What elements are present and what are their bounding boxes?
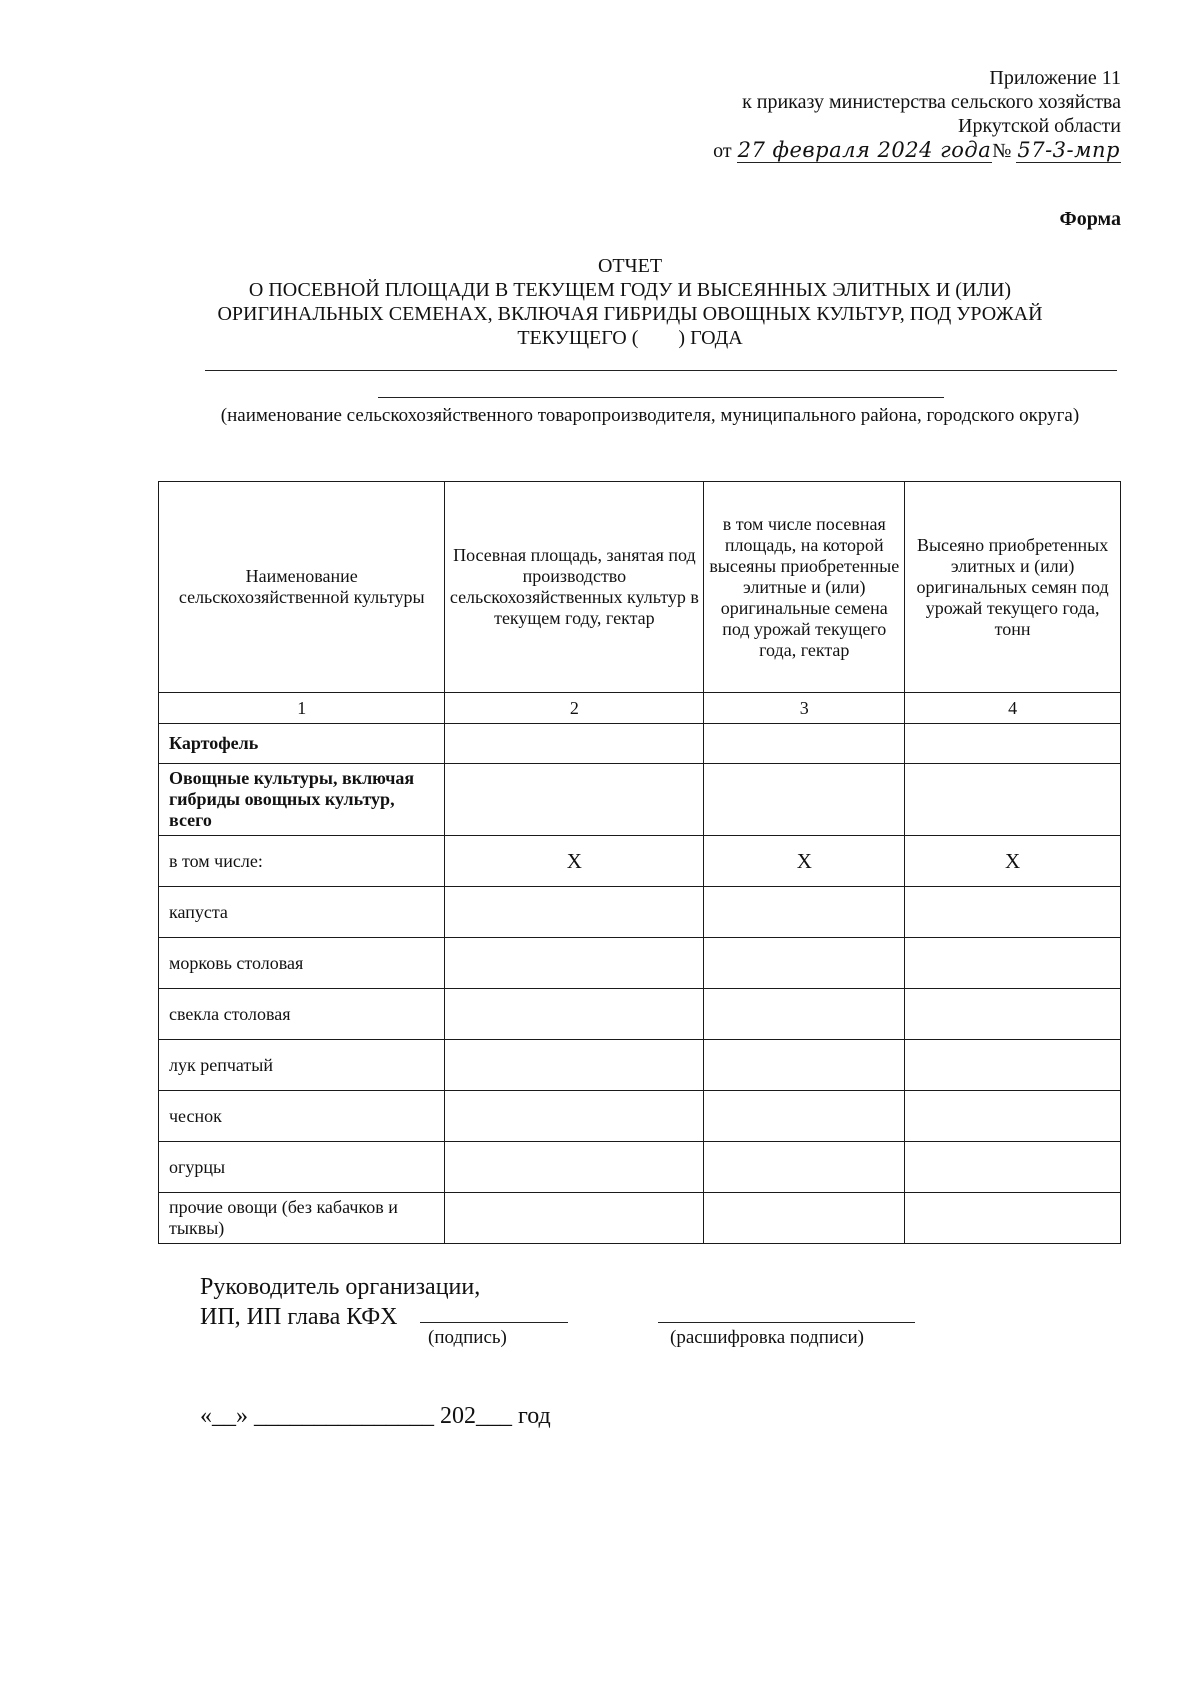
row-label: Картофель — [159, 724, 445, 764]
header-sown-area: Посевная площадь, занятая под производство сельскохозяйственных культур в текущем году, гектар — [445, 482, 704, 693]
cell-elite-area[interactable] — [704, 1040, 905, 1091]
producer-name-line-2 — [378, 397, 944, 398]
cell-elite-area[interactable] — [704, 724, 905, 764]
order-number-prefix: № — [992, 140, 1012, 162]
column-number: 2 — [445, 693, 704, 724]
table-row-potato — [159, 724, 1121, 764]
row-label: морковь столовая — [159, 938, 445, 989]
table-row-vegetables-total — [159, 764, 1121, 836]
order-prefix: от — [713, 140, 732, 162]
cell-elite-area[interactable] — [704, 1142, 905, 1193]
signature-decoding-field[interactable] — [658, 1322, 915, 1323]
cell-elite-area[interactable] — [704, 989, 905, 1040]
cell-crossed: Х — [704, 836, 905, 887]
signature-decoding-caption: (расшифровка подписи) — [670, 1327, 864, 1348]
title-line-1: ОТЧЕТ — [597, 255, 663, 277]
title-line-4: ТЕКУЩЕГО ( ) ГОДА — [517, 327, 743, 349]
cell-elite-area[interactable] — [704, 764, 905, 836]
signature-caption: (подпись) — [428, 1327, 507, 1348]
table-row-onion — [159, 1040, 1121, 1091]
cell-sown-area[interactable] — [445, 1091, 704, 1142]
row-label: капуста — [159, 887, 445, 938]
table-number-row — [159, 693, 1121, 724]
table-row-carrot — [159, 938, 1121, 989]
cell-sown-area[interactable] — [445, 887, 704, 938]
title-line-3: ОРИГИНАЛЬНЫХ СЕМЕНАХ, ВКЛЮЧАЯ ГИБРИДЫ ОВОЩНЫХ КУЛЬТУР, ПОД УРОЖАЙ — [217, 303, 1043, 325]
cell-elite-tonnes[interactable] — [905, 1193, 1121, 1244]
row-label: свекла столовая — [159, 989, 445, 1040]
table-header-row — [159, 482, 1121, 693]
cell-elite-area[interactable] — [704, 1193, 905, 1244]
cell-sown-area[interactable] — [445, 1142, 704, 1193]
cell-sown-area[interactable] — [445, 1040, 704, 1091]
row-label: в том числе: — [159, 836, 445, 887]
cell-elite-tonnes[interactable] — [905, 1091, 1121, 1142]
row-label: Овощные культуры, включая гибриды овощных культур, всего — [159, 764, 445, 836]
cell-elite-tonnes[interactable] — [905, 1142, 1121, 1193]
producer-name-line-1 — [205, 370, 1117, 371]
table-row-including — [159, 836, 1121, 887]
table-row-other-vegetables — [159, 1193, 1121, 1244]
column-number: 4 — [905, 693, 1121, 724]
header-crop-name: Наименование сельскохозяйственной культуры — [159, 482, 445, 693]
appendix-line-3: Иркутской области — [958, 115, 1121, 137]
cell-crossed: Х — [905, 836, 1121, 887]
cell-sown-area[interactable] — [445, 764, 704, 836]
order-reference — [713, 138, 1121, 163]
cell-elite-area[interactable] — [704, 1091, 905, 1142]
cell-elite-area[interactable] — [704, 887, 905, 938]
date-line: «__» _______________ 202___ год — [200, 1403, 551, 1429]
row-label: прочие овощи (без кабачков и тыквы) — [159, 1193, 445, 1244]
cell-elite-tonnes[interactable] — [905, 938, 1121, 989]
table-row-cabbage — [159, 887, 1121, 938]
column-number: 3 — [704, 693, 905, 724]
row-label: огурцы — [159, 1142, 445, 1193]
cell-elite-area[interactable] — [704, 938, 905, 989]
cell-elite-tonnes[interactable] — [905, 764, 1121, 836]
title-line-2: О ПОСЕВНОЙ ПЛОЩАДИ В ТЕКУЩЕМ ГОДУ И ВЫСЕЯННЫХ ЭЛИТНЫХ И (ИЛИ) — [248, 279, 1012, 301]
header-elite-seed-area: в том числе посевная площадь, на которой высеяны приобретенные элитные и (или) оригинальные семена под урожай текущего года, гектар — [704, 482, 905, 693]
cell-elite-tonnes[interactable] — [905, 887, 1121, 938]
form-label: Форма — [1059, 208, 1121, 230]
report-title — [180, 254, 1080, 350]
appendix-block — [713, 66, 1121, 163]
signatory-line-2: ИП, ИП глава КФХ — [200, 1304, 398, 1330]
row-label: чеснок — [159, 1091, 445, 1142]
row-label: лук репчатый — [159, 1040, 445, 1091]
table-row-beet — [159, 989, 1121, 1040]
header-elite-seed-tonnes: Высеяно приобретенных элитных и (или) оригинальных семян под урожай текущего года, тонн — [905, 482, 1121, 693]
signature-block — [200, 1272, 480, 1332]
cell-sown-area[interactable] — [445, 938, 704, 989]
order-date-handwritten: 27 февраля 2024 года — [737, 138, 992, 162]
cell-crossed: Х — [445, 836, 704, 887]
appendix-line-1: Приложение 11 — [989, 67, 1121, 89]
producer-caption: (наименование сельскохозяйственного товаропроизводителя, муниципального района, городского округа) — [220, 405, 1080, 426]
table-row-cucumber — [159, 1142, 1121, 1193]
signatory-line-1: Руководитель организации, — [200, 1274, 481, 1300]
order-number-handwritten: 57-3-мпр — [1017, 138, 1120, 162]
column-number: 1 — [159, 693, 445, 724]
appendix-line-2: к приказу министерства сельского хозяйства — [742, 91, 1121, 113]
cell-sown-area[interactable] — [445, 989, 704, 1040]
report-table — [158, 481, 1121, 1244]
cell-elite-tonnes[interactable] — [905, 1040, 1121, 1091]
cell-sown-area[interactable] — [445, 724, 704, 764]
table-row-garlic — [159, 1091, 1121, 1142]
signature-field[interactable] — [420, 1322, 568, 1323]
cell-elite-tonnes[interactable] — [905, 989, 1121, 1040]
cell-elite-tonnes[interactable] — [905, 724, 1121, 764]
cell-sown-area[interactable] — [445, 1193, 704, 1244]
